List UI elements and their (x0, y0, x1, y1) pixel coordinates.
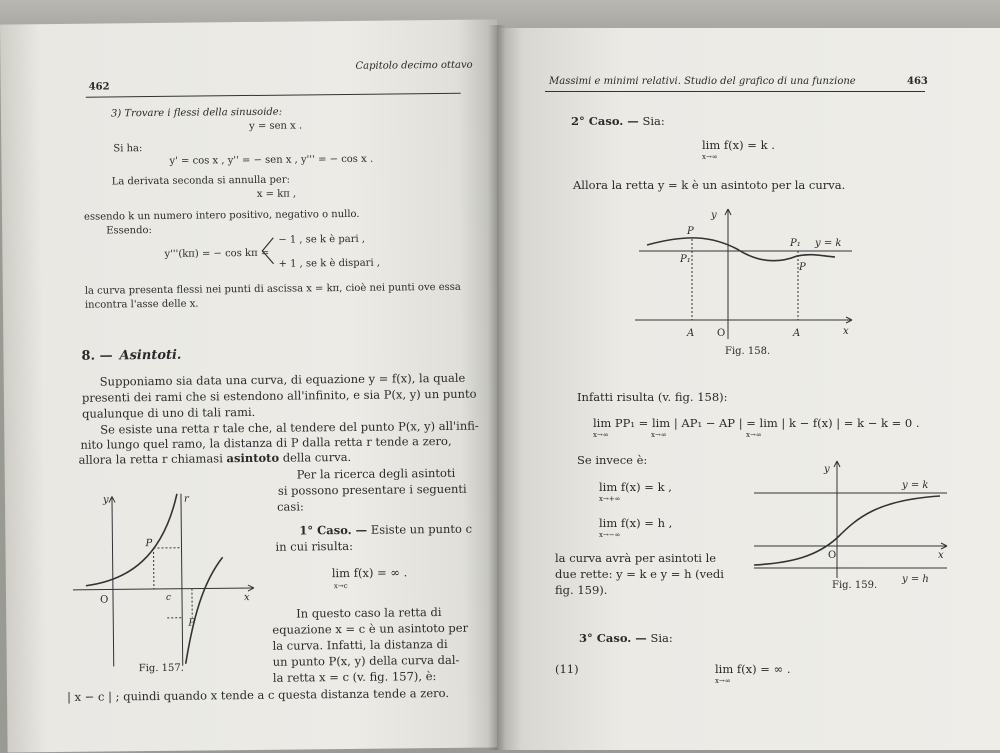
case1-text-2: equazione x = c è un asintoto per (272, 621, 468, 637)
fig159-y-label: y (823, 464, 830, 475)
fig157-c-label: c (166, 593, 171, 603)
fig159-caption: Fig. 159. (832, 580, 877, 591)
flex-line-2: incontra l'asse delle x. (85, 299, 199, 311)
case3-title: 3° Caso. — (579, 631, 647, 645)
fig159-yh-label: y = h (901, 574, 929, 585)
fig157-y-axis (112, 496, 114, 666)
fig157-point-P-left: P (144, 538, 152, 549)
asymptotes-line-2: due rette: y = k e y = h (vedi (555, 567, 724, 581)
derivatives: y' = cos x , y'' = − sen x , y''' = − cos x . (169, 154, 373, 167)
fig159-curve (754, 496, 940, 565)
para-6-text-a: allora la retta r chiamasi (79, 451, 223, 467)
fig157-origin-label: O (100, 595, 108, 606)
fig158-P1-right: P₁ (789, 238, 801, 249)
right-header-rule (545, 91, 925, 92)
book-gutter (488, 25, 506, 750)
case1-text-4: un punto P(x, y) della curva dal- (273, 653, 460, 669)
fig157-y-label: y (102, 494, 109, 505)
case-even: − 1 , se k è pari , (278, 234, 365, 246)
section-number: 8. — (81, 348, 112, 363)
limit-infinity: lim f(x) = ∞ . (715, 662, 790, 676)
limit-plus-inf-sub: x→+∞ (599, 495, 621, 503)
fig158-A-right: A (792, 328, 800, 339)
fig158-y-label: y (710, 210, 717, 221)
section-title: Asintoti. (119, 348, 181, 364)
x-equals-kpi: x = kπ , (257, 189, 296, 200)
header-rule (86, 93, 461, 98)
long-limit-equation: lim PP₁ = lim | AP₁ − AP | = lim | k − f(x) | = k − k = 0 . (593, 416, 920, 430)
chapter-header: Capitolo decimo ottavo (355, 60, 472, 72)
long-limit-sub-3: x→∞ (746, 431, 762, 439)
fig158-P-right: P (798, 262, 806, 273)
fig157-r-label: r (184, 494, 190, 505)
limit-k-subscript: x→∞ (702, 153, 718, 161)
case2-title: 2° Caso. — (571, 114, 639, 128)
fig157-right-branch (185, 557, 224, 663)
figure-157 (67, 487, 269, 679)
fig159-origin: O (828, 550, 836, 561)
fig157-asymptote-r (181, 494, 183, 666)
para-line-6 (79, 450, 352, 467)
para-line-4: Se esiste una retta r tale che, al tendere del punto P(x, y) all'infi- (100, 419, 479, 437)
limit-c: lim f(x) = ∞ . (332, 565, 408, 580)
ex3-title: 3) Trovare i flessi della sinusoide: (111, 107, 282, 120)
case1-text-5: la retta x = c (v. fig. 157), è: (273, 669, 437, 685)
case1-line-a (299, 522, 472, 538)
fig158-P-left: P (686, 226, 694, 237)
para-line-1: Supponiamo sia data una curva, di equazione y = f(x), la quale (100, 371, 466, 389)
asymptotes-line-1: la curva avrà per asintoti le (555, 551, 716, 565)
para-line-3: qualunque di uno di tali rami. (82, 405, 255, 421)
fig158-origin: O (717, 328, 725, 339)
fig158-yk-label: y = k (814, 238, 841, 249)
se-invece: Se invece è: (577, 453, 647, 467)
fig158-x-label: x (843, 326, 849, 337)
fig158-P1-left: P₁ (679, 254, 691, 265)
third-derivative-lhs: y'''(kπ) = − cos kπ = (164, 248, 269, 260)
figure-159 (752, 458, 952, 578)
horizontal-asymptote-statement: Allora la retta y = k è un asintoto per la curva. (573, 178, 845, 192)
limit-minus-inf-sub: x→−∞ (599, 531, 621, 539)
long-limit-sub-1: x→∞ (593, 431, 609, 439)
long-limit-sub-2: x→∞ (651, 431, 667, 439)
asintoto-term: asintoto (226, 451, 279, 466)
figure-158 (647, 204, 857, 344)
limit-k: lim f(x) = k . (702, 138, 775, 152)
left-page (0, 19, 505, 752)
case1-text-1: In questo caso la retta di (296, 605, 441, 621)
case3-sia: Sia: (650, 631, 672, 645)
para-line-2: presenti dei rami che si estendono all'infinito, e sia P(x, y) un punto (82, 387, 477, 405)
research-line-3: casi: (277, 499, 304, 513)
case1-title: 1° Caso. — (299, 523, 367, 538)
research-line-2: si possono presentare i seguenti (278, 482, 467, 498)
case-odd: + 1 , se k è dispari , (278, 258, 380, 270)
fig159-x-label: x (938, 550, 944, 561)
research-line-1: Per la ricerca degli asintoti (297, 466, 456, 482)
fig158-curve (647, 238, 835, 261)
si-ha: Si ha: (113, 143, 142, 154)
infatti-line: Infatti risulta (v. fig. 158): (577, 390, 728, 404)
para-6-text-c: della curva. (283, 450, 352, 465)
limit-plus-inf: lim f(x) = k , (599, 480, 672, 494)
fig157-x-label: x (244, 592, 250, 603)
fig158-caption: Fig. 158. (725, 346, 770, 357)
second-derivative-zero: La derivata seconda si annulla per: (112, 175, 290, 188)
k-integer-note: essendo k un numero intero positivo, negativo o nullo. (84, 209, 360, 223)
para-line-5: nito lungo quel ramo, la distanza di P dalla retta r tende a zero, (80, 434, 451, 452)
case1-text-3: la curva. Infatti, la distanza di (272, 637, 447, 653)
case1-line-b: in cui risulta: (275, 539, 353, 554)
essendo: Essendo: (106, 225, 152, 236)
fig157-caption: Fig. 157. (139, 663, 184, 674)
case1-text-6: | x − c | ; quindi quando x tende a c questa distanza tende a zero. (67, 686, 449, 704)
page-number-left: 462 (89, 81, 110, 92)
case2-sia: Sia: (642, 114, 664, 128)
limit-infinity-sub: x→∞ (715, 677, 731, 685)
case2-line (571, 114, 665, 128)
asymptotes-line-3: fig. 159). (555, 583, 607, 597)
limit-c-subscript: x→c (334, 582, 348, 590)
fig157-point-P-right: P (187, 618, 195, 629)
page-number-right: 463 (907, 76, 928, 87)
right-running-header: Massimi e minimi relativi. Studio del grafico di una funzione (549, 76, 856, 87)
fig157-x-axis (73, 588, 254, 590)
fig158-A-left: A (686, 328, 694, 339)
flex-line-1: la curva presenta flessi nei punti di ascissa x = kπ, cioè nei punti ove essa (85, 282, 461, 297)
case3-line (579, 631, 673, 645)
right-page (497, 28, 1000, 750)
equation-number-11: (11) (555, 662, 579, 676)
fig157-left-branch (85, 494, 178, 586)
brace-symbol (260, 236, 274, 266)
ex3-equation: y = sen x . (249, 120, 302, 132)
fig159-yk-label: y = k (901, 480, 928, 491)
case1-text-a: Esiste un punto c (371, 522, 472, 537)
limit-minus-inf: lim f(x) = h , (599, 516, 672, 530)
